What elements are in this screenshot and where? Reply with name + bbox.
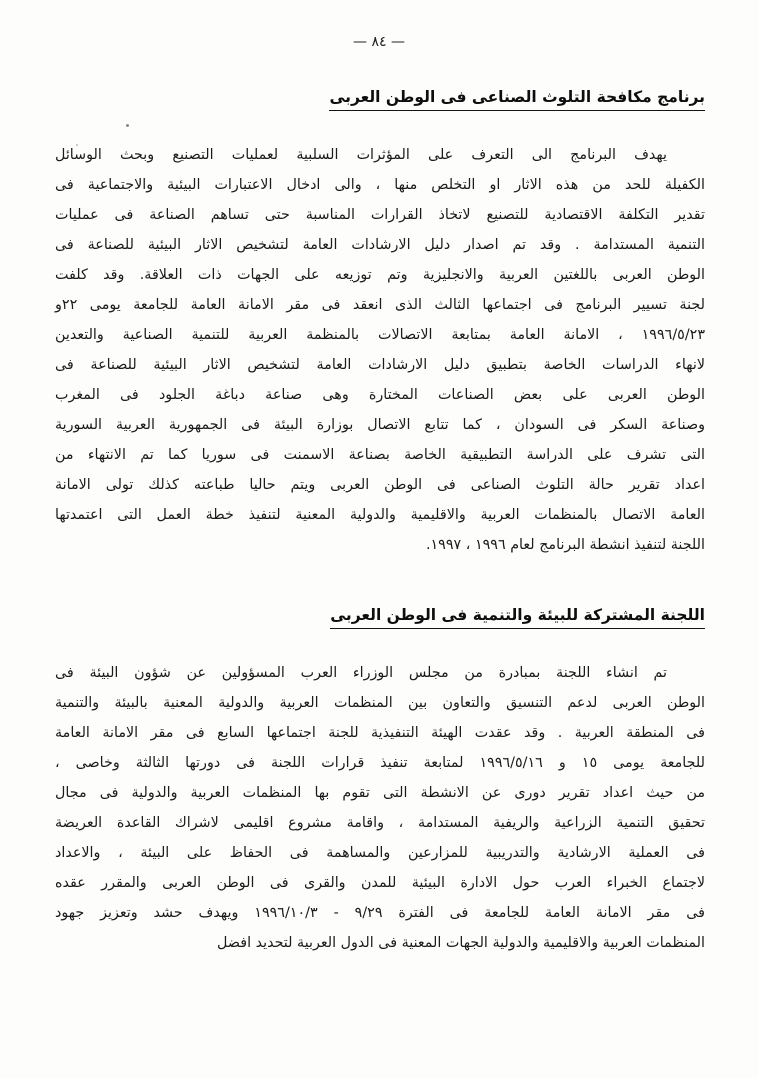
paragraph-joint-committee	[55, 658, 705, 958]
text-line: فى مقر الامانة العامة للجامعة فى الفترة ٩/٢٩ - ١٩٩٦/١٠/٣ ويهدف حشد وتعزيز جهود	[55, 905, 705, 921]
page-content	[55, 88, 705, 958]
section-heading-joint-committee	[55, 606, 705, 629]
text-line: التنمية المستدامة . وقد تم اصدار دليل الارشادات العامة لتشخيص الاثار البيئية للصناعة فى	[55, 237, 705, 253]
text-line: المنظمات العربية والاقليمية والدولية الجهات المعنية فى الدول العربية لتحديد افضل	[217, 935, 705, 951]
text-line: فى العملية الارشادية والتدريبية للمزارعين والمساهمة فى الحفاظ على البيئة ، والاعداد	[55, 845, 705, 861]
text-line: العامة الاتصال بالمنظمات العربية والاقليمية والدولية المعنية لتنفيذ خطة العمل التى اعتمدتها	[55, 507, 705, 523]
paragraph-industrial-pollution	[55, 140, 705, 560]
text-line: الوطن العربى لدعم التنسيق والتعاون بين المنظمات العربية والدولية المعنية بالبيئة والتنمية	[55, 695, 705, 711]
text-line: يهدف البرنامج الى التعرف على المؤثرات السلبية لعمليات التصنيع وبحث الوسائل	[55, 147, 667, 163]
section-heading-text: اللجنة المشتركة للبيئة والتنمية فى الوطن العربى	[330, 606, 705, 629]
text-line: اللجنة لتنفيذ انشطة البرنامج لعام ١٩٩٦ ، ١٩٩٧.	[425, 537, 705, 553]
text-line: الكفيلة للحد من هذه الاثار او التخلص منها ، والى ادخال الاعتبارات البيئية والاجتماعية فى	[55, 177, 705, 193]
text-line: لاجتماع الخبراء العرب حول الادارة البيئية للمدن والقرى فى الوطن العربى والمقرر عقده	[55, 875, 705, 891]
scan-speck	[76, 144, 78, 146]
text-line: فى المنطقة العربية . وقد عقدت الهيئة التنفيذية للجنة اجتماعها السابع فى مقر الامانة العامة	[55, 725, 705, 741]
text-line: تم انشاء اللجنة بمبادرة من مجلس الوزراء العرب المسؤولين عن شؤون البيئة فى	[55, 665, 667, 681]
text-line: التى تشرف على الدراسة التطبيقية الخاصة بصناعة الاسمنت فى سوريا كما تم الانتهاء من	[55, 447, 705, 463]
text-line: للجامعة يومى ١٥ و ١٩٩٦/٥/١٦ لمتابعة تنفيذ قرارات اللجنة فى دورتها الثالثة وخاصى ،	[55, 755, 705, 771]
text-line: لجنة تسيير البرنامج فى اجتماعها الثالث الذى انعقد فى مقر الامانة العامة للجامعة يومى ٢٢و	[55, 297, 705, 313]
text-line: ١٩٩٦/٥/٢٣ ، الامانة العامة بمتابعة الاتصالات بالمنظمة العربية للتنمية الصناعية والتعدين	[55, 327, 705, 343]
text-line: لانهاء الدراسات الخاصة بتطبيق دليل الارشادات العامة لتشخيص الاثار البيئية للصناعة فى	[55, 357, 705, 373]
text-line: وصناعة السكر فى السودان ، كما تتابع الاتصال بوزارة البيئة فى الجمهورية العربية السورية	[55, 417, 705, 433]
text-line: الوطن العربى باللغتين العربية والانجليزية وتم توزيعه على الجهات ذات العلاقة. وقد كلفت	[55, 267, 705, 283]
section-heading-industrial-pollution	[55, 88, 705, 111]
text-line: تقدير التكلفة الاقتصادية للتصنيع لاتخاذ القرارات المناسبة حتى تساهم الصناعة فى عمليات	[55, 207, 705, 223]
scan-speck	[126, 124, 129, 127]
text-line: الوطن العربى على بعض الصناعات المختارة وهى صناعة دباغة الجلود فى المغرب	[55, 387, 705, 403]
text-line: اعداد تقرير حالة التلوث الصناعى فى الوطن العربى ويتم حاليا طباعته كذلك تولى الامانة	[55, 477, 705, 493]
text-line: تحقيق التنمية الزراعية والريفية المستدامة ، واقامة مشروع اقليمى لاشراك القاعدة العريضة	[55, 815, 705, 831]
page-number: — ٨٤ —	[353, 34, 405, 50]
text-line: من حيث اعداد تقرير دورى عن الانشطة التى تقوم بها المنظمات العربية والدولية فى مجال	[55, 785, 705, 801]
section-heading-text: برنامج مكافحة التلوث الصناعى فى الوطن العربى	[329, 88, 705, 111]
